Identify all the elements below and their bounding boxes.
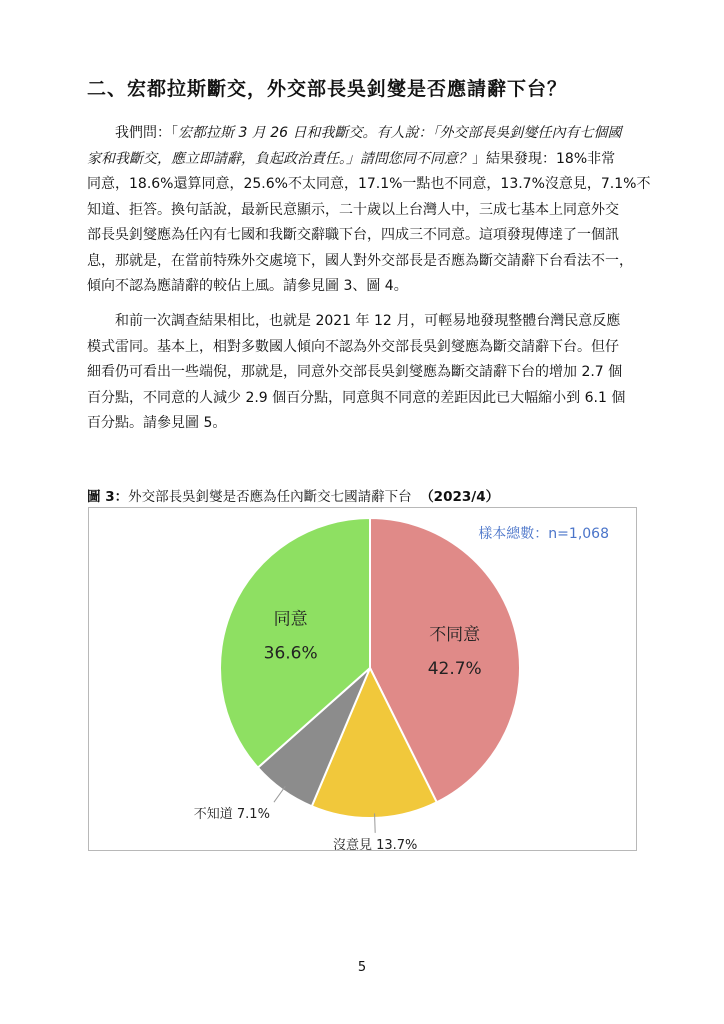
slice-outer-label-2: 不知道 7.1% (193, 807, 270, 823)
paragraph-line: 模式雷同。基本上，相對多數國人傾向不認為外交部長吳釗燮應為斷交請辭下台。但仔 (87, 338, 619, 355)
paragraph-line: 百分點，不同意的人減少 2.9 個百分點，同意與不同意的差距因此已大幅縮小到 6.1 個 (87, 389, 626, 406)
pie-chart-frame (88, 507, 637, 851)
paragraph-1 (87, 121, 651, 300)
sample-size-note: 樣本總數：n=1,068 (478, 526, 609, 542)
figure-caption-year: （2023/4） (420, 489, 500, 505)
slice-leader-1 (375, 813, 376, 832)
paragraph-line: 息，那就是，在當前特殊外交處境下，國人對外交部長是否應為斷交請辭下台看法不一， (87, 252, 633, 269)
pie-chart (89, 508, 636, 850)
slice-value-0: 42.7% (427, 659, 482, 680)
figure-caption (87, 485, 499, 505)
slice-label-0: 不同意 (429, 625, 481, 646)
slice-outer-label-1: 沒意見 13.7% (332, 837, 418, 850)
page-number: 5 (357, 960, 367, 975)
paragraph-line: 同意，18.6%還算同意，25.6%不太同意，17.1%一點也不同意，13.7%沒意見，7.1%不 (87, 176, 651, 192)
paragraph-2 (87, 309, 639, 437)
slice-value-3: 36.6% (263, 643, 318, 664)
figure-caption-text: 外交部長吳釗燮是否應為任內斷交七國請辭下台 (128, 489, 412, 505)
figure-caption-prefix: 圖 3： (87, 489, 129, 505)
paragraph-line: 部長吳釗燮應為任內有七國和我斷交辭職下台，四成三不同意。這項發現傳達了一個訊 (87, 227, 619, 243)
paragraph-line: 百分點。請參見圖 5。 (87, 415, 227, 431)
section-heading: 二、宏都拉斯斷交，外交部長吳釗燮是否應請辭下台？ (87, 78, 568, 100)
slice-label-3: 同意 (273, 609, 308, 630)
paragraph-line: 知道、拒答。換句話說，最新民意顯示，二十歲以上台灣人中，三成七基本上同意外交 (87, 201, 619, 218)
paragraph-line: 傾向不認為應請辭的較佔上風。請參見圖 3、圖 4。 (87, 278, 408, 294)
paragraph-line: 家和我斷交，應立即請辭，負起政治責任。」請問您同不同意？」結果發現：18%非常 (87, 150, 616, 167)
paragraph-line: 和前一次調查結果相比，也就是 2021 年 12 月，可輕易地發現整體台灣民意反應 (115, 313, 621, 329)
paragraph-line: 細看仍可看出一些端倪，那就是，同意外交部長吳釗燮應為斷交請辭下台的增加 2.7 個 (87, 364, 623, 380)
paragraph-line: 我們問：「宏都拉斯 3 月 26 日和我斷交。有人說：「外交部長吳釗燮任內有七個國 (115, 125, 622, 141)
